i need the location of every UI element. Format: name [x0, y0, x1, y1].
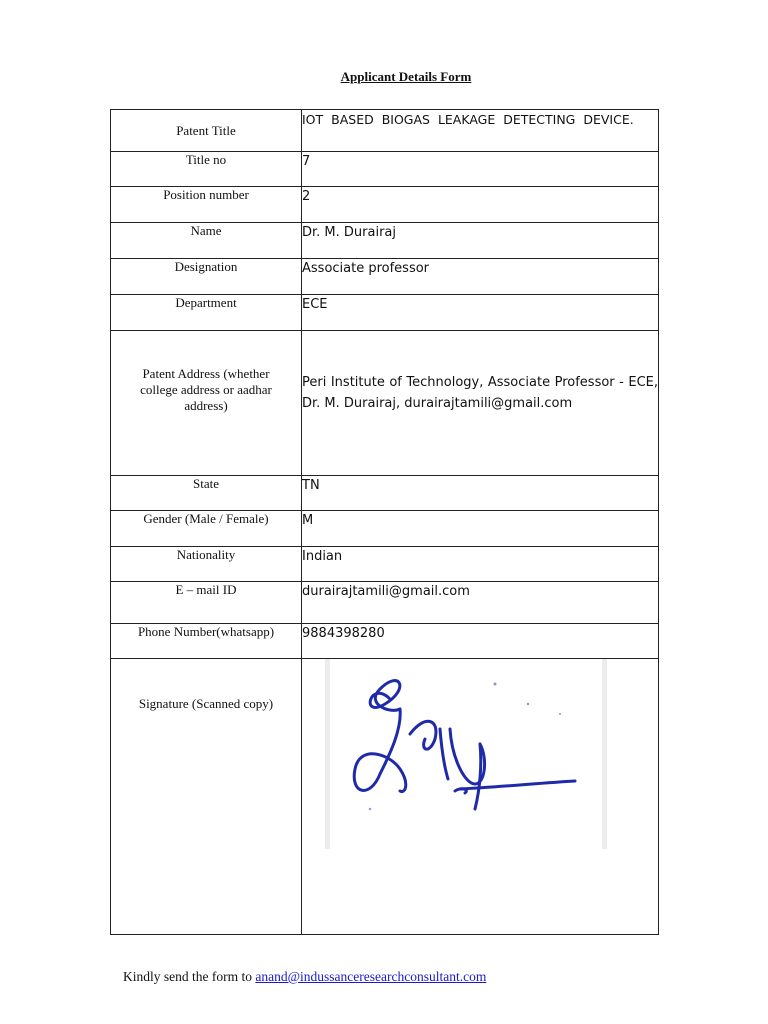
table-row — [111, 152, 659, 187]
table-row — [111, 511, 659, 547]
table-row — [111, 547, 659, 582]
patent-title-text: IOT BASED BIOGAS LEAKAGE DETECTING DEVICE. — [302, 112, 634, 127]
title-no-label: Title no — [111, 152, 302, 187]
signature-drawing — [330, 659, 602, 849]
signature-label-text: Signature (Scanned copy) — [138, 696, 274, 711]
table-row — [111, 476, 659, 511]
table-row — [111, 187, 659, 223]
patent-address-label-text: Patent Address (whether college address or aadhar address) — [140, 366, 272, 413]
phone-value: 9884398280 — [302, 624, 659, 659]
signature-label — [111, 659, 302, 935]
phone-label: Phone Number(whatsapp) — [111, 624, 302, 659]
title-no-value: 7 — [302, 152, 659, 187]
table-row — [111, 259, 659, 295]
position-number-label: Position number — [111, 187, 302, 223]
position-number-value: 2 — [302, 187, 659, 223]
nationality-label: Nationality — [111, 547, 302, 582]
patent-title-label: Patent Title — [111, 110, 302, 152]
department-value: ECE — [302, 295, 659, 331]
state-label: State — [111, 476, 302, 511]
patent-address-text: Peri Institute of Technology, Associate Professor - ECE, Dr. M. Durairaj, durairajtamili@gmail.com — [302, 375, 658, 411]
table-row — [111, 223, 659, 259]
nationality-value: Indian — [302, 547, 659, 582]
state-value: TN — [302, 476, 659, 511]
email-value: durairajtamili@gmail.com — [302, 582, 659, 624]
email-label: E – mail ID — [111, 582, 302, 624]
signature-cell — [302, 659, 659, 935]
table-row — [111, 582, 659, 624]
gender-label: Gender (Male / Female) — [111, 511, 302, 547]
patent-address-value — [302, 331, 659, 476]
table-row — [111, 295, 659, 331]
patent-address-label — [111, 331, 302, 476]
table-row — [111, 110, 659, 152]
designation-value: Associate professor — [302, 259, 659, 295]
name-value: Dr. M. Durairaj — [302, 223, 659, 259]
gender-value: M — [302, 511, 659, 547]
applicant-details-table — [110, 109, 659, 935]
footer-note — [123, 969, 486, 985]
table-row — [111, 331, 659, 476]
form-title: Applicant Details Form — [340, 69, 472, 84]
footer-email-link[interactable]: anand@indussanceresearchconsultant.com — [255, 969, 487, 984]
name-label: Name — [111, 223, 302, 259]
footer-text: Kindly send the form to — [123, 969, 256, 984]
signature-image — [325, 659, 607, 849]
table-row — [111, 624, 659, 659]
patent-title-value — [302, 110, 659, 152]
designation-label: Designation — [111, 259, 302, 295]
department-label: Department — [111, 295, 302, 331]
table-row — [111, 659, 659, 935]
